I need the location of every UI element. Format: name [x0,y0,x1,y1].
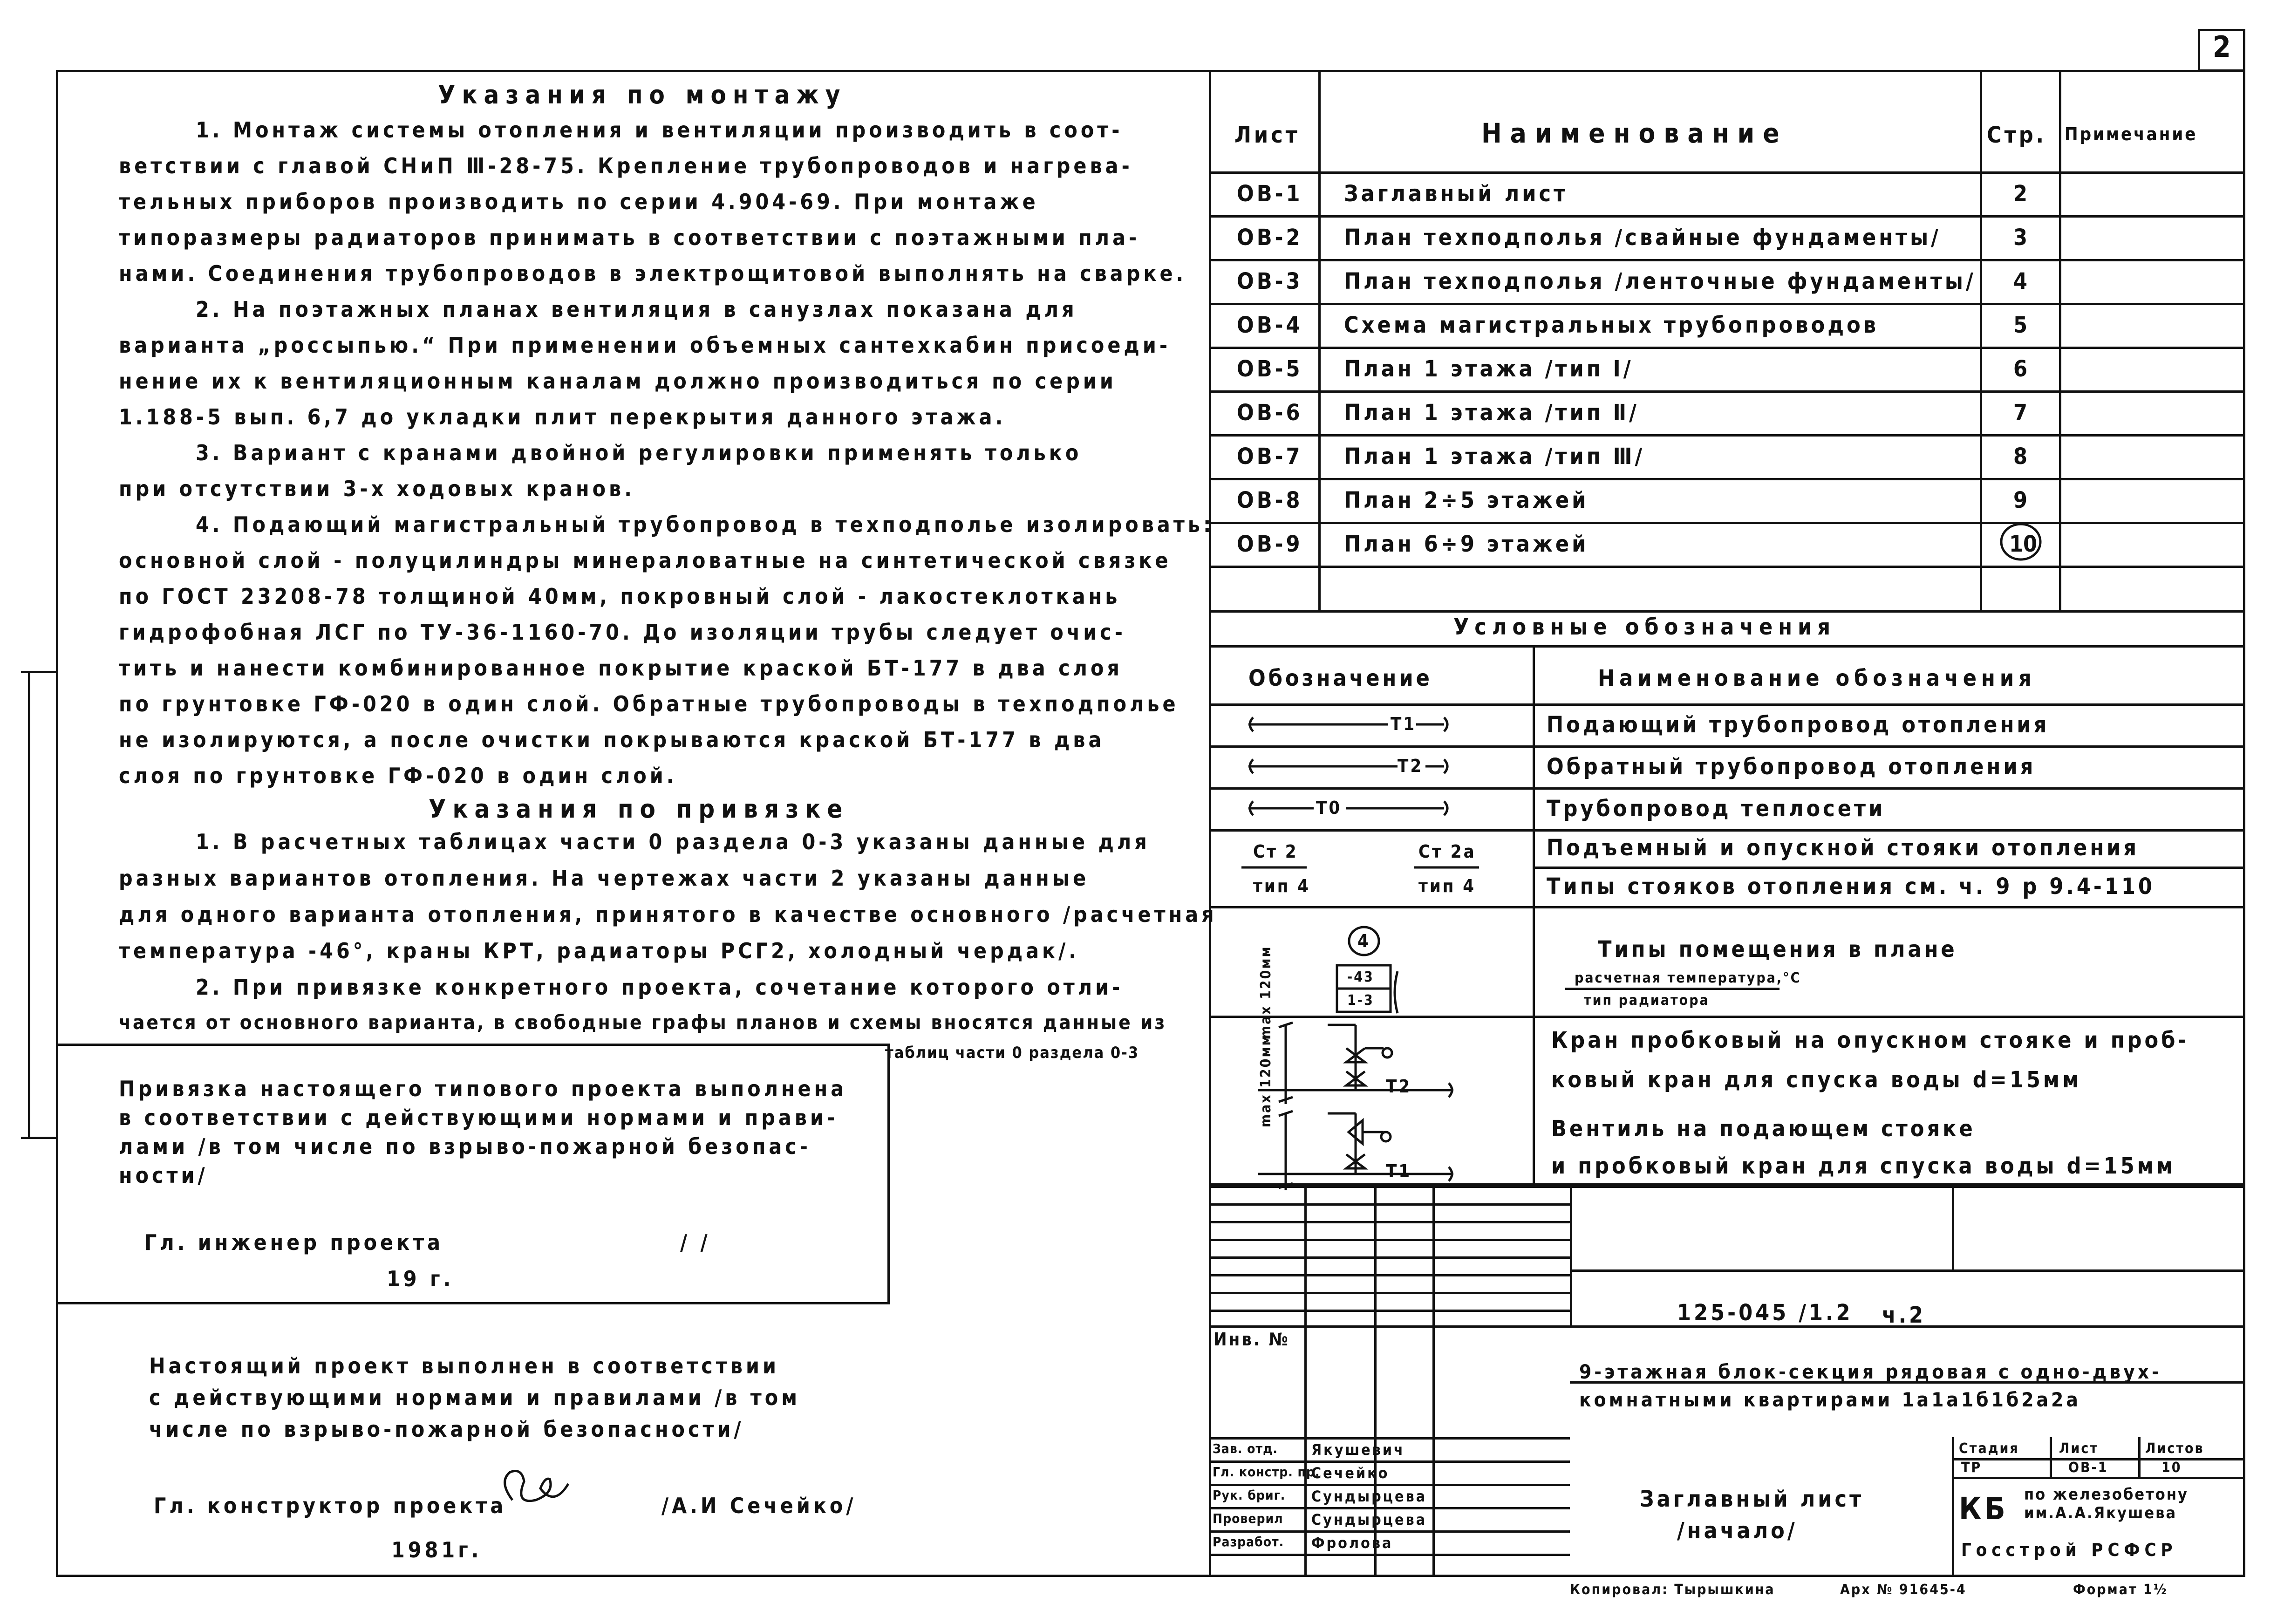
sheet-value: ОВ-1 [2068,1460,2108,1476]
signatory-role: Проверил [1213,1511,1283,1526]
index-sheet-page: 8 [2013,444,2028,470]
project-desc-2: комнатными квартирами 1а1а1б1б2а2а [1579,1388,2081,1411]
valve2-text-b: и пробковый кран для спуска воды d=15мм [1551,1153,2176,1179]
mounting-line: основной слой - полуцилиндры минераловатные на синтетической связке [119,548,1172,573]
margin-tick [21,671,56,673]
index-row-line [1209,478,2245,480]
tb-grid-line [1209,1292,1570,1294]
tb-grid-line [1209,1203,1570,1206]
tb-people-line [1209,1507,1570,1509]
binding-line: чается от основного варианта, в свободные графы планов и схемы вносятся данные из [119,1011,1167,1034]
room-underline [1565,988,1779,990]
mounting-line: по грунтовке ГФ-020 в один слой. Обратные трубопроводы в техподполье [119,691,1179,716]
archive-number: Арх № 91645-4 [1840,1582,1967,1598]
signatory-role: Разработ. [1213,1534,1284,1549]
valve1-pipe: T2 [1386,1076,1412,1097]
index-row-line [1209,259,2245,261]
index-sheet-code: ОВ-1 [1237,181,1303,207]
index-sheet-code: ОВ-7 [1237,444,1303,470]
stage-value: ТР [1961,1460,1982,1476]
tb-grid-line [1209,1221,1570,1223]
binding-stamp-line: ности/ [119,1163,208,1188]
org-line-1: по железобетону [2024,1485,2189,1504]
sheets-value: 10 [2161,1460,2182,1476]
tb-line-a [1570,1269,2245,1272]
index-col-1 [1318,70,1321,610]
index-header-page: Стр. [1987,122,2047,148]
index-sheet-code: ОВ-2 [1237,225,1303,251]
mounting-line: 1.188-5 вып. 6,7 до укладки плит перекрытия данного этажа. [119,404,1006,430]
tb-people-line [1209,1530,1570,1533]
org-line-2: им.А.А.Якушева [2024,1504,2177,1522]
mounting-line: варианта „россыпью.“ При применении объемных сантехкабин присоеди- [119,333,1171,358]
project-desc-1: 9-этажная блок-секция рядовая с одно-двух- [1579,1360,2162,1383]
index-header-note: Примечание [2065,124,2198,144]
index-col-2 [1980,70,1982,610]
legend-text-riser-types: Типы стояков отопления см. ч. 9 р 9.4-110 [1547,873,2155,900]
mounting-line: при отсутствии 3-х ходовых кранов. [119,476,635,501]
valve1-dim: max 120мм [1258,945,1274,1039]
tb-grid-line [1209,1274,1570,1276]
compliance-stamp-line: с действующими нормами и правилами /в том [149,1385,801,1410]
room-type-number: 4 [1357,931,1370,951]
binding-stamp-line: лами /в том числе по взрыво-пожарной безопас- [119,1134,811,1159]
mounting-line: 2. На поэтажных планах вентиляция в санузлах показана для [196,297,1077,322]
designer-name: /А.И Сечейко/ [661,1493,857,1518]
index-sheet-page: 5 [2013,312,2028,338]
legend-text-risers: Подъемный и опускной стояки отопления [1547,835,2140,861]
tb-col-3 [1432,1186,1435,1577]
legend-row-line [1209,829,2245,832]
inventory-label: Инв. № [1214,1329,1290,1350]
index-row-line [1209,522,2245,524]
binding-line: для одного варианта отопления, принятого в качестве основного /расчетная [119,902,1217,927]
binding-stamp-line: в соответствии с действующими нормами и прави- [119,1105,839,1130]
room-line-2: расчетная температура,°С [1575,970,1801,986]
index-sheet-name: План 2÷5 этажей [1344,487,1589,513]
signatory-name: Сундырцева [1311,1488,1427,1505]
legend-text-return: Обратный трубопровод отопления [1547,754,2036,780]
valve2-pipe: T1 [1386,1161,1412,1181]
valve2-text-a: Вентиль на подающем стояке [1551,1116,1976,1142]
signatory-name: Сечейко [1311,1464,1390,1482]
tb-col-7 [2050,1437,2052,1477]
index-sheet-code: ОВ-5 [1237,356,1303,382]
signatory-role: Зав. отд. [1213,1441,1278,1456]
index-row-line [1209,215,2245,218]
mounting-line: слоя по грунтовке ГФ-020 в один слой. [119,763,677,788]
index-sheet-code: ОВ-8 [1237,487,1303,513]
tb-col-5 [1952,1186,1954,1269]
index-sheet-page: 9 [2013,487,2028,513]
mounting-line: тельных приборов производить по серии 4.904-69. При монтаже [119,189,1039,214]
legend-row-line [1209,745,2245,748]
valve2-dim: max 120мм [1258,1034,1274,1127]
tb-people-line [1209,1484,1570,1486]
riser-right-bottom: тип 4 [1418,876,1476,896]
legend-row-line [1209,906,2245,908]
sheet-header: Лист [2059,1440,2099,1457]
binding-line: температура -46°, краны КРТ, радиаторы РСГ2, холодный чердак/. [119,938,1079,963]
legend-text-supply: Подающий трубопровод отопления [1547,712,2050,738]
mounting-line: 4. Подающий магистральный трубопровод в техподполье изолировать: [196,512,1214,537]
index-sheet-page: 10 [2009,531,2038,557]
tb-col-8 [2138,1437,2141,1477]
index-sheet-page: 4 [2013,268,2028,294]
index-sheet-name: План 1 этажа /тип Ⅰ/ [1344,356,1634,382]
index-col-3 [2059,70,2061,610]
chief-designer-label: Гл. конструктор проекта [154,1493,507,1518]
signatory-name: Сундырцева [1311,1511,1427,1528]
binding-line: таблиц части 0 раздела 0-3 [885,1044,1139,1062]
index-sheet-name: Схема магистральных трубопроводов [1344,312,1879,338]
binding-title: Указания по привязке [429,794,849,824]
index-sheet-code: ОВ-9 [1237,531,1303,557]
legend-text-heatnet: Трубопровод теплосети [1547,796,1886,822]
copied-by: Копировал: Тырышкина [1570,1582,1775,1598]
index-row-line [1209,566,2245,568]
sheets-header: Листов [2145,1440,2204,1457]
signatory-name: Якушевич [1311,1441,1405,1459]
compliance-stamp-line: Настоящий проект выполнен в соответствии [149,1353,779,1378]
index-sheet-code: ОВ-6 [1237,400,1303,426]
tb-people-line [1209,1554,1570,1556]
index-sheet-name: План техподполья /свайные фундаменты/ [1344,225,1941,251]
index-sheet-page: 2 [2013,181,2028,207]
tb-people-line [1209,1460,1570,1463]
index-row-line [1209,434,2245,437]
project-part: ч.2 [1882,1302,1926,1328]
index-header-sheet: Лист [1234,122,1300,148]
binding-line: 2. При привязке конкретного проекта, сочетание которого отли- [196,975,1124,1000]
mounting-line: нение их к вентиляционным каналам должно производиться по серии [119,368,1117,394]
engineer-slashes: / / [680,1230,711,1255]
index-sheet-name: Заглавный лист [1344,181,1568,207]
signatory-role: Рук. бриг. [1213,1488,1286,1503]
index-row-line [1209,347,2245,349]
mounting-line: тить и нанести комбинированное покрытие краской БТ-177 в два слоя [119,655,1123,681]
binding-line: разных вариантов отопления. На чертежах части 2 указаны данные [119,866,1090,891]
tb-grid-line [1209,1239,1570,1241]
mounting-line: нами. Соединения трубопроводов в электрощитовой выполнять на сварке. [119,261,1187,286]
mounting-line: гидрофобная ЛСГ по ТУ-36-1160-70. До изоляции трубы следует очис- [119,620,1126,645]
valve1-text-a: Кран пробковый на опускном стояке и проб- [1551,1027,2189,1053]
room-line-3: тип радиатора [1584,992,1710,1009]
org-logo: КБ [1959,1491,2008,1527]
sheet-title-1: Заглавный лист [1640,1486,1864,1512]
signatory-role: Гл. констр. пр. [1213,1464,1320,1480]
stage-header: Стадия [1959,1440,2019,1457]
index-sheet-name: План 1 этажа /тип Ⅲ/ [1344,444,1645,470]
legend-row-line [1209,1016,2245,1018]
compliance-year: 1981г. [391,1537,482,1563]
tb-people-line [1209,1437,1570,1440]
mounting-line: не изолируются, а после очистки покрываются краской БТ-177 в два [119,727,1105,752]
index-sheet-page: 3 [2013,225,2028,251]
index-row-line [1209,303,2245,305]
index-header-bottom [1209,171,2245,174]
sheet-format: Формат 1½ [2073,1582,2168,1598]
sheet-title-2: /начало/ [1677,1518,1798,1544]
index-row-line [1209,390,2245,393]
compliance-stamp-line: числе по взрыво-пожарной безопасности/ [149,1417,744,1442]
riser-right-top: Ст 2а [1418,841,1476,862]
mounting-line: типоразмеры радиаторов принимать в соответствии с поэтажными пла- [119,225,1140,250]
room-temp: -43 [1347,969,1374,985]
legend-row-line [1209,787,2245,790]
project-code: 125-045 /1.2 [1677,1300,1853,1326]
riser-left-bottom: тип 4 [1253,876,1311,896]
legend-title: Условные обозначения [1453,614,1836,640]
index-header-name: Наименование [1481,117,1788,149]
legend-row-line [1533,867,2245,869]
tb-line-e [1952,1477,2245,1479]
index-sheet-page: 7 [2013,400,2028,426]
chief-engineer-label: Гл. инженер проекта [144,1230,444,1255]
index-sheet-name: План техподполья /ленточные фундаменты/ [1344,268,1976,294]
valve1-text-b: ковый кран для спуска воды d=15мм [1551,1067,2082,1093]
binding-year: 19 г. [387,1266,454,1291]
mounting-line: по ГОСТ 23208-78 толщиной 40мм, покровный слой - лакостеклоткань [119,584,1121,609]
sheet-number: 2 [2213,30,2231,64]
tb-grid-line [1209,1310,1570,1312]
org-line-3: Госстрой РСФСР [1961,1540,2177,1560]
index-sheet-code: ОВ-3 [1237,268,1303,294]
index-sheet-code: ОВ-4 [1237,312,1303,338]
mounting-title: Указания по монтажу [438,80,847,109]
mounting-line: ветствии с главой СНиП Ⅲ-28-75. Крепление трубопроводов и нагрева- [119,153,1133,178]
binding-line: 1. В расчетных таблицах части 0 раздела 0-3 указаны данные для [196,829,1150,854]
tb-col-1 [1304,1186,1307,1577]
legend-header-bottom [1209,703,2245,706]
margin-line [28,671,30,1137]
legend-col [1533,645,1535,1186]
mounting-line: 1. Монтаж системы отопления и вентиляции производить в соот- [196,117,1123,143]
room-line-1: Типы помещения в плане [1598,936,1957,962]
index-sheet-name: План 6÷9 этажей [1344,531,1589,557]
mounting-line: 3. Вариант с кранами двойной регулировки применять только [196,440,1082,465]
signatory-name: Фролова [1311,1534,1393,1552]
binding-stamp-line: Привязка настоящего типового проекта выполнена [119,1076,847,1101]
tb-grid-line [1209,1256,1570,1259]
riser-left-top: Ст 2 [1253,841,1298,862]
index-sheet-name: План 1 этажа /тип Ⅱ/ [1344,400,1639,426]
margin-tick [21,1137,56,1139]
index-sheet-page: 6 [2013,356,2028,382]
room-radiator: 1-3 [1347,992,1374,1009]
symbol-t1: T1 [1391,714,1417,734]
index-table-bottom [1209,610,2245,613]
symbol-t0: T0 [1316,798,1342,818]
tb-col-4 [1570,1186,1572,1325]
legend-header-name: Наименование обозначения [1598,665,2036,691]
legend-header-symbol: Обозначение [1248,665,1432,691]
symbol-t2: T2 [1398,756,1424,776]
